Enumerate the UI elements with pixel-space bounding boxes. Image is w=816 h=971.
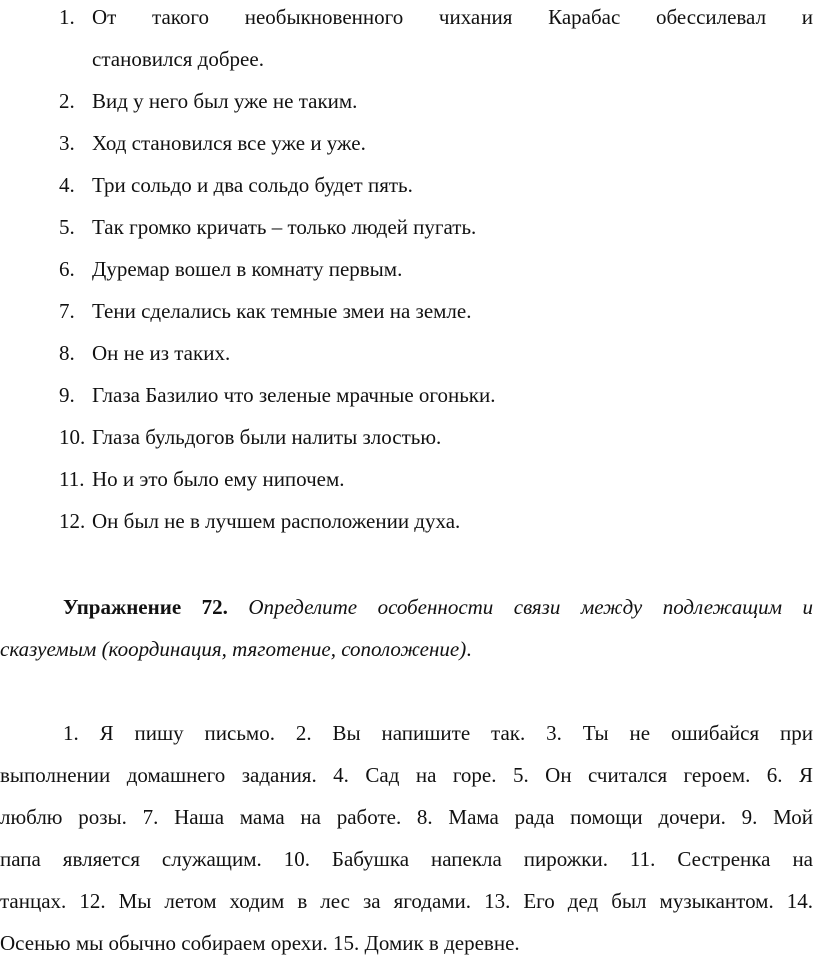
paragraph-line: папа является служащим. 10. Бабушка напекла пирожки. 11. Сестренка на	[0, 847, 813, 871]
list-item-text-line: От такого необыкновенного чихания Карабас обессилевал и	[92, 5, 813, 29]
list-item-number: 2.	[59, 89, 75, 113]
list-item-text: Но и это было ему нипочем.	[92, 467, 345, 491]
paragraph-line: выполнении домашнего задания. 4. Сад на горе. 5. Он считался героем. 6. Я	[0, 763, 813, 787]
list-item-text: Так громко кричать – только людей пугать.	[92, 215, 477, 239]
exercise-instruction-period: .	[466, 637, 472, 661]
list-item-number: 8.	[59, 341, 75, 365]
list-item-text: Он не из таких.	[92, 341, 231, 365]
list-item-number: 11.	[59, 467, 85, 491]
list-item-text: Он был не в лучшем расположении духа.	[92, 509, 461, 533]
paragraph-line: люблю розы. 7. Наша мама на работе. 8. Мама рада помощи дочери. 9. Мой	[0, 805, 813, 829]
list-item-number: 6.	[59, 257, 75, 281]
list-item-number: 7.	[59, 299, 75, 323]
exercise-line	[63, 586, 813, 628]
list-item-number: 4.	[59, 173, 75, 197]
list-item-text: Дуремар вошел в комнату первым.	[92, 257, 403, 281]
list-item-text: Глаза Базилио что зеленые мрачные огоньки.	[92, 383, 496, 407]
list-item-text: Тени сделались как темные змеи на земле.	[92, 299, 472, 323]
paragraph-line: 1. Я пишу письмо. 2. Вы напишите так. 3. Ты не ошибайся при	[63, 721, 813, 745]
list-item-text: Ход становился все уже и уже.	[92, 131, 366, 155]
exercise-instruction: Определите особенности связи между подлежащим и	[248, 595, 813, 619]
exercise-title: Упражнение 72.	[63, 595, 228, 619]
list-item-number: 1.	[59, 5, 75, 29]
list-item-text-line: становился добрее.	[92, 47, 264, 71]
paragraph-line: Осенью мы обычно собираем орехи. 15. Домик в деревне.	[0, 931, 520, 955]
list-item-number: 12.	[59, 509, 86, 533]
list-item-number: 9.	[59, 383, 75, 407]
list-item-text: Вид у него был уже не таким.	[92, 89, 358, 113]
list-item-number: 10.	[59, 425, 86, 449]
paragraph-line: танцах. 12. Мы летом ходим в лес за ягодами. 13. Его дед был музыкантом. 14.	[0, 889, 813, 913]
exercise-instruction: сказуемым (координация, тяготение, соположение)	[0, 637, 467, 661]
list-item-number: 3.	[59, 131, 75, 155]
list-item-number: 5.	[59, 215, 75, 239]
exercise-line	[0, 628, 471, 670]
list-item-text: Три сольдо и два сольдо будет пять.	[92, 173, 413, 197]
list-item-text: Глаза бульдогов были налиты злостью.	[92, 425, 442, 449]
